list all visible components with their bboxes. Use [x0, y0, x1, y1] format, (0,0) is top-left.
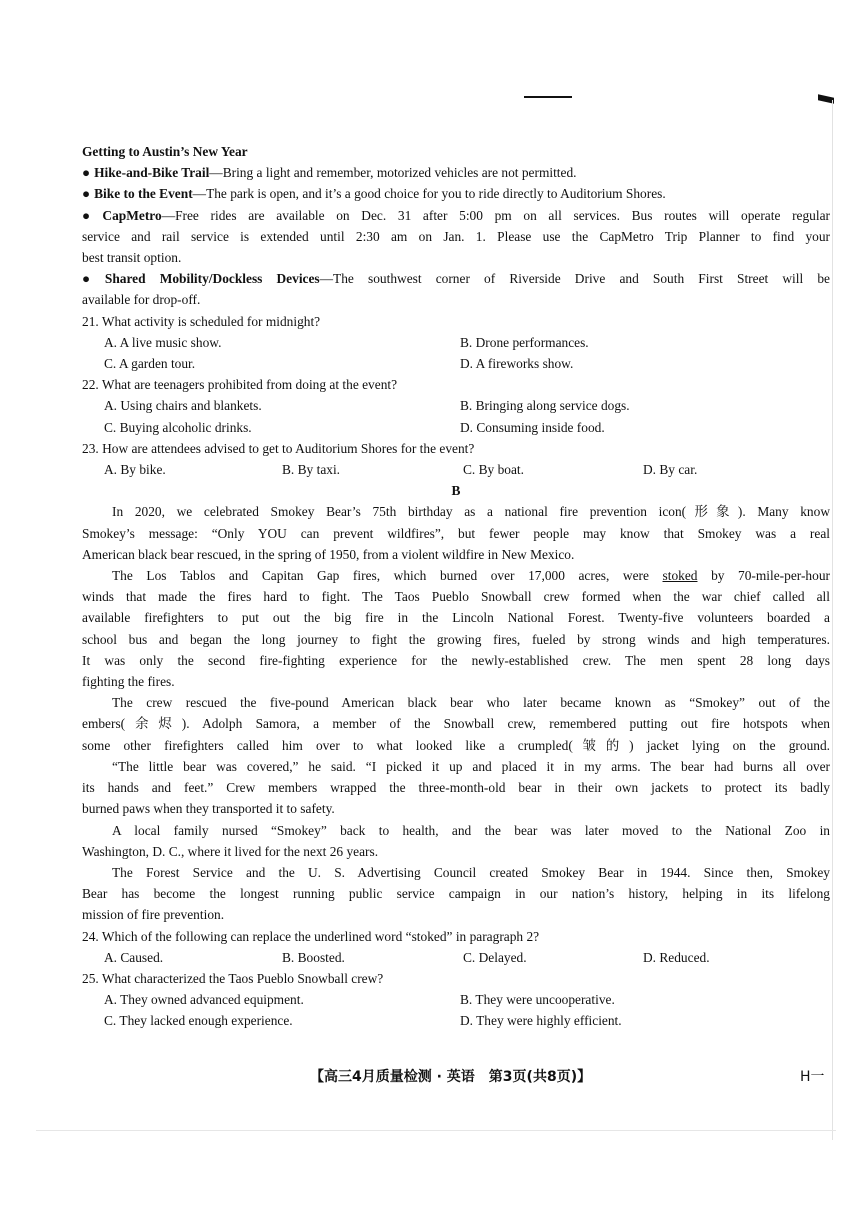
option-25-c: C. They lacked enough experience. [104, 1013, 293, 1029]
option-22-b: B. Bringing along service dogs. [460, 398, 630, 414]
passage-line: The crew rescued the five-pound American black bear who later became known as “Smokey” out of the [112, 695, 830, 711]
option-24-b: B. Boosted. [282, 949, 345, 965]
passage-line: mission of fire prevention. [82, 907, 225, 923]
option-23-b: B. By taxi. [282, 462, 341, 478]
question-22-stem: 22. What are teenagers prohibited from doing at the event? [82, 377, 398, 393]
question-22-options-row1 [82, 395, 830, 416]
underlined-word-stoked: stoked [662, 568, 698, 584]
question-21-stem: 21. What activity is scheduled for midnight? [82, 313, 321, 329]
bullet-dot-icon: ● [82, 207, 99, 223]
passage-line-stoked: The Los Tablos and Capitan Gap fires, which burned over 17,000 acres, were stoked by 70-mile-per-hour [112, 568, 830, 584]
passage-line: A local family nursed “Smokey” back to health, and the bear was later moved to the National Zoo in [112, 822, 830, 838]
guide-title: Getting to Austin’s New Year [82, 144, 248, 159]
bullet-capmetro: ● CapMetro—Free rides are available on Dec. 31 after 5:00 pm on all services. Bus routes will operate regular [82, 207, 831, 223]
bullet-shared-mobility: ● Shared Mobility/Dockless Devices—The southwest corner of Riverside Drive and South First Street will be [82, 271, 831, 287]
passage-line: burned paws when they transported it to safety. [82, 801, 335, 817]
bullet-bike-event: ● Bike to the Event—The park is open, and it’s a good choice for you to ride directly to Auditorium Shores. [82, 186, 666, 202]
option-24-d: D. Reduced. [643, 949, 710, 965]
passage-line: school bus and began the long journey to fight the growing fires, fueled by strong winds and high temperatures. [82, 631, 830, 647]
passage-line: American black bear rescued, in the spring of 1950, from a violent wildfire in New Mexico. [82, 546, 575, 562]
bullet-hike-bike: ● Hike-and-Bike Trail—Bring a light and remember, motorized vehicles are not permitted. [82, 165, 577, 181]
passage-line: It was only the second fire-fighting experience for the newly-established crew. The men spent 28 long days [82, 652, 830, 668]
bullet-dot-icon: ● [82, 271, 101, 287]
passage-line: its hands and feet.” Crew members wrapped the three-month-old bear in their own jackets to protect its badly [82, 780, 830, 796]
passage-line: some other firefighters called him over to what looked like a crumpled(皱的) jacket lying on the ground. [82, 737, 830, 753]
question-25-options-row2 [82, 1010, 830, 1031]
page-right-border [832, 100, 833, 1140]
option-25-a: A. They owned advanced equipment. [104, 992, 304, 1008]
passage-line: available firefighters to put out the big fire in the Lincoln National Forest. Twenty-five volunteers boarded a [82, 610, 830, 626]
question-24-stem: 24. Which of the following can replace the underlined word “stoked” in paragraph 2? [82, 928, 540, 944]
question-21-options-row1 [82, 332, 830, 353]
question-24-options [82, 947, 830, 968]
option-25-d: D. They were highly efficient. [460, 1013, 622, 1029]
question-25-options-row1 [82, 989, 830, 1010]
option-21-b: B. Drone performances. [460, 334, 589, 350]
option-21-d: D. A fireworks show. [460, 356, 574, 372]
bullet-capmetro-line3: best transit option. [82, 250, 182, 266]
question-23-options [82, 459, 830, 480]
passage-line: “The little bear was covered,” he said. “I picked it up and placed it in my arms. The bear had burns all over [112, 758, 830, 774]
option-23-d: D. By car. [643, 462, 698, 478]
option-23-c: C. By boat. [463, 462, 525, 478]
passage-line: winds that made the fires hard to fight. The Taos Pueblo Snowball crew formed when the war chief called all [82, 589, 830, 605]
question-25-stem: 25. What characterized the Taos Pueblo Snowball crew? [82, 970, 384, 986]
scan-edge-line [524, 96, 572, 98]
option-22-a: A. Using chairs and blankets. [104, 398, 262, 414]
bullet-shared-mobility-line2: available for drop-off. [82, 292, 201, 308]
question-21-options-row2 [82, 353, 830, 374]
passage-b-label: B [451, 483, 461, 499]
option-22-d: D. Consuming inside food. [460, 419, 605, 435]
passage-line: fighting the fires. [82, 674, 175, 690]
exam-page-content [82, 141, 830, 1032]
bullet-dot-icon: ● [82, 165, 91, 181]
option-25-b: B. They were uncooperative. [460, 992, 615, 1008]
passage-line: Smokey’s message: “Only YOU can prevent wildfires”, but fewer people may know that Smokey was a real [82, 525, 830, 541]
paper-version-code: H一 [800, 1069, 825, 1085]
passage-line: In 2020, we celebrated Smokey Bear’s 75th birthday as a national fire prevention icon(形象). Many know [112, 504, 830, 520]
option-22-c: C. Buying alcoholic drinks. [104, 419, 252, 435]
option-24-c: C. Delayed. [463, 949, 527, 965]
passage-line: embers(余烬). Adolph Samora, a member of the Snowball crew, remembered putting out fire hotspots when [82, 716, 830, 732]
bullet-dot-icon: ● [82, 186, 91, 202]
passage-line: Bear has become the longest running public service campaign in our nation’s history, helping in its lifelong [82, 886, 830, 902]
option-24-a: A. Caused. [104, 949, 164, 965]
option-21-c: C. A garden tour. [104, 356, 196, 372]
passage-line: Washington, D. C., where it lived for the next 26 years. [82, 843, 379, 859]
page-footer: 【高三4月质量检测 · 英语 第3页(共8页)】 [310, 1069, 592, 1085]
question-22-options-row2 [82, 417, 830, 438]
question-23-stem: 23. How are attendees advised to get to Auditorium Shores for the event? [82, 440, 475, 456]
option-23-a: A. By bike. [104, 462, 166, 478]
bullet-capmetro-line2: service and rail service is extended until 2:30 am on Jan. 1. Please use the CapMetro Trip Planner to find your [82, 228, 830, 244]
option-21-a: A. A live music show. [104, 334, 222, 350]
page-bottom-border [36, 1130, 836, 1131]
passage-line: The Forest Service and the U. S. Advertising Council created Smokey Bear in 1944. Since then, Smokey [112, 864, 830, 880]
